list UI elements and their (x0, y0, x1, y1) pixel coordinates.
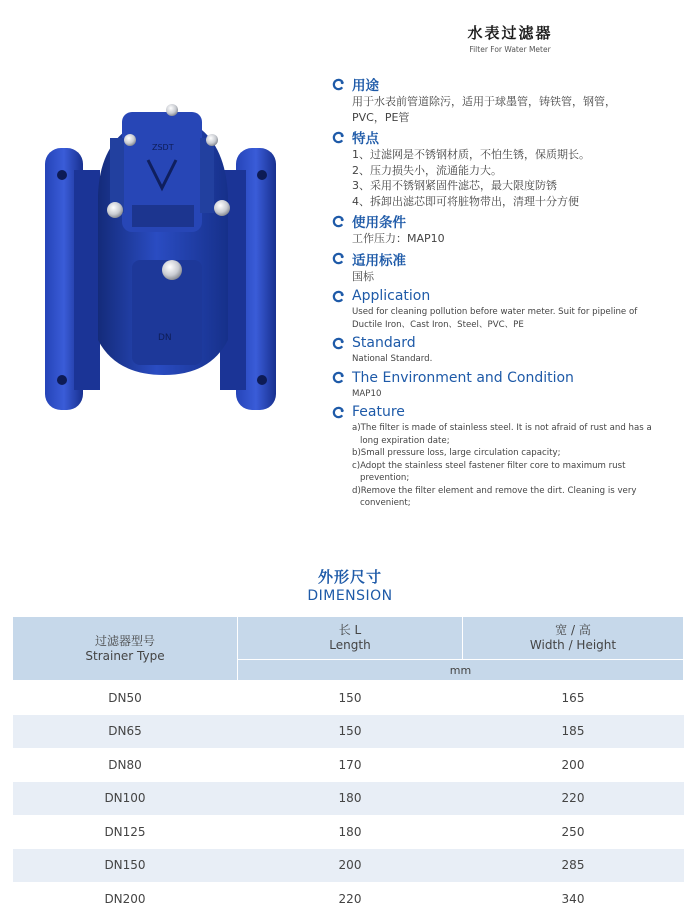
unit-header: mm (238, 660, 684, 681)
curl-icon (332, 337, 345, 350)
cell-type: DN100 (13, 782, 238, 816)
page-header (430, 22, 590, 54)
curl-icon (332, 406, 345, 419)
section-line: 4、拆卸出滤芯即可将脏物带出，清理十分方便 (352, 194, 579, 208)
cell-width-height: 165 (463, 681, 684, 715)
cell-length: 150 (238, 715, 463, 749)
feature-line: d)Remove the filter element and remove the dirt. Cleaning is very (352, 485, 637, 496)
table-row (13, 815, 684, 849)
cell-width-height: 250 (463, 815, 684, 849)
section-title: 适用标准 (352, 252, 406, 269)
section-title: 用途 (352, 78, 379, 94)
curl-icon (332, 215, 345, 228)
section-line: 工作压力：MAP10 (352, 232, 445, 245)
cell-type: DN65 (13, 715, 238, 749)
section-title: The Environment and Condition (352, 369, 574, 386)
column-header-cn: 过滤器型号 (94, 633, 155, 648)
column-header-length (238, 617, 463, 660)
section-standard (332, 333, 677, 366)
feature-line-cont: convenient; (360, 498, 411, 508)
dimension-table (12, 616, 684, 916)
column-header-type (13, 617, 238, 681)
table-row (13, 849, 684, 883)
feature-line-cont: long expiration date; (360, 435, 450, 446)
section-feature (332, 402, 677, 510)
section-line: 3、采用不锈钢紧固件滤芯，最大限度防锈 (352, 179, 557, 192)
section-line: 2、压力损失小，流通能力大。 (352, 163, 502, 177)
section-line: PVC，PE管 (352, 110, 410, 124)
table-row (13, 715, 684, 749)
section-application (332, 286, 677, 331)
cell-type: DN50 (13, 681, 238, 715)
product-image (40, 100, 300, 420)
curl-icon (332, 252, 345, 265)
cell-type: DN200 (13, 882, 238, 916)
column-header-en: Strainer Type (85, 648, 165, 663)
cell-width-height: 220 (463, 782, 684, 816)
valve-illustration (40, 100, 300, 420)
table-row (13, 748, 684, 782)
column-header-width-height (463, 617, 684, 660)
feature-line: a)The filter is made of stainless steel. It is not afraid of rust and has a (352, 423, 652, 433)
curl-icon (332, 371, 345, 384)
section-line: National Standard. (352, 354, 433, 364)
dimension-title-cn: 外形尺寸 (317, 568, 382, 586)
spec-section-list (332, 74, 677, 512)
stamp-text: ZSDT (152, 143, 174, 152)
feature-item (352, 460, 677, 485)
section-features-cn (332, 127, 677, 209)
feature-item (352, 447, 677, 460)
feature-line: c)Adopt the stainless steel fastener filter core to maximum rust (352, 460, 626, 471)
section-line: 1、过滤网是不锈钢材质，不怕生锈，保质期长。 (352, 148, 590, 161)
curl-icon (332, 78, 345, 91)
cell-type: DN80 (13, 748, 238, 782)
table-row (13, 681, 684, 715)
section-line: 用于水表前管道除污，适用于球墨管，铸铁管，钢管， (352, 95, 616, 108)
section-title: Application (352, 288, 431, 304)
section-line: 国标 (352, 269, 374, 283)
page-title: 水表过滤器 (467, 24, 553, 42)
column-header-cn: 长 L (338, 623, 362, 637)
curl-icon (332, 131, 345, 144)
page-subtitle: Filter For Water Meter (469, 45, 551, 54)
cell-width-height: 285 (463, 849, 684, 883)
column-header-en: Width / Height (529, 638, 617, 652)
cell-type: DN150 (13, 849, 238, 883)
section-standard-cn (332, 249, 677, 285)
cell-width-height: 185 (463, 715, 684, 749)
cell-length: 220 (238, 882, 463, 916)
feature-line-cont: prevention; (360, 473, 410, 483)
dimension-title-en: DIMENSION (307, 588, 393, 604)
section-environment (332, 368, 677, 401)
cell-width-height: 200 (463, 748, 684, 782)
cell-length: 150 (238, 681, 463, 715)
feature-item (352, 422, 677, 447)
section-line: Used for cleaning pollution before water meter. Suit for pipeline of (352, 307, 638, 317)
section-conditions-cn (332, 211, 677, 247)
table-row (13, 882, 684, 916)
column-header-en: Length (329, 638, 371, 652)
cell-length: 170 (238, 748, 463, 782)
section-line: MAP10 (352, 388, 382, 399)
svg-text:DN: DN (158, 333, 172, 343)
section-title: 使用条件 (352, 215, 406, 231)
feature-item (352, 485, 677, 510)
section-title: Standard (352, 335, 416, 351)
cell-type: DN125 (13, 815, 238, 849)
column-header-cn: 宽 / 高 (555, 623, 591, 637)
cell-width-height: 340 (463, 882, 684, 916)
cell-length: 180 (238, 815, 463, 849)
section-usage (332, 74, 677, 125)
feature-line: b)Small pressure loss, large circulation capacity; (352, 448, 561, 458)
section-line: Ductile Iron、Cast Iron、Steel、PVC、PE (352, 319, 524, 330)
table-row (13, 782, 684, 816)
curl-icon (332, 290, 345, 303)
section-title: 特点 (352, 131, 379, 147)
dimension-heading (285, 566, 415, 604)
cell-length: 180 (238, 782, 463, 816)
cell-length: 200 (238, 849, 463, 883)
section-title: Feature (352, 404, 405, 420)
